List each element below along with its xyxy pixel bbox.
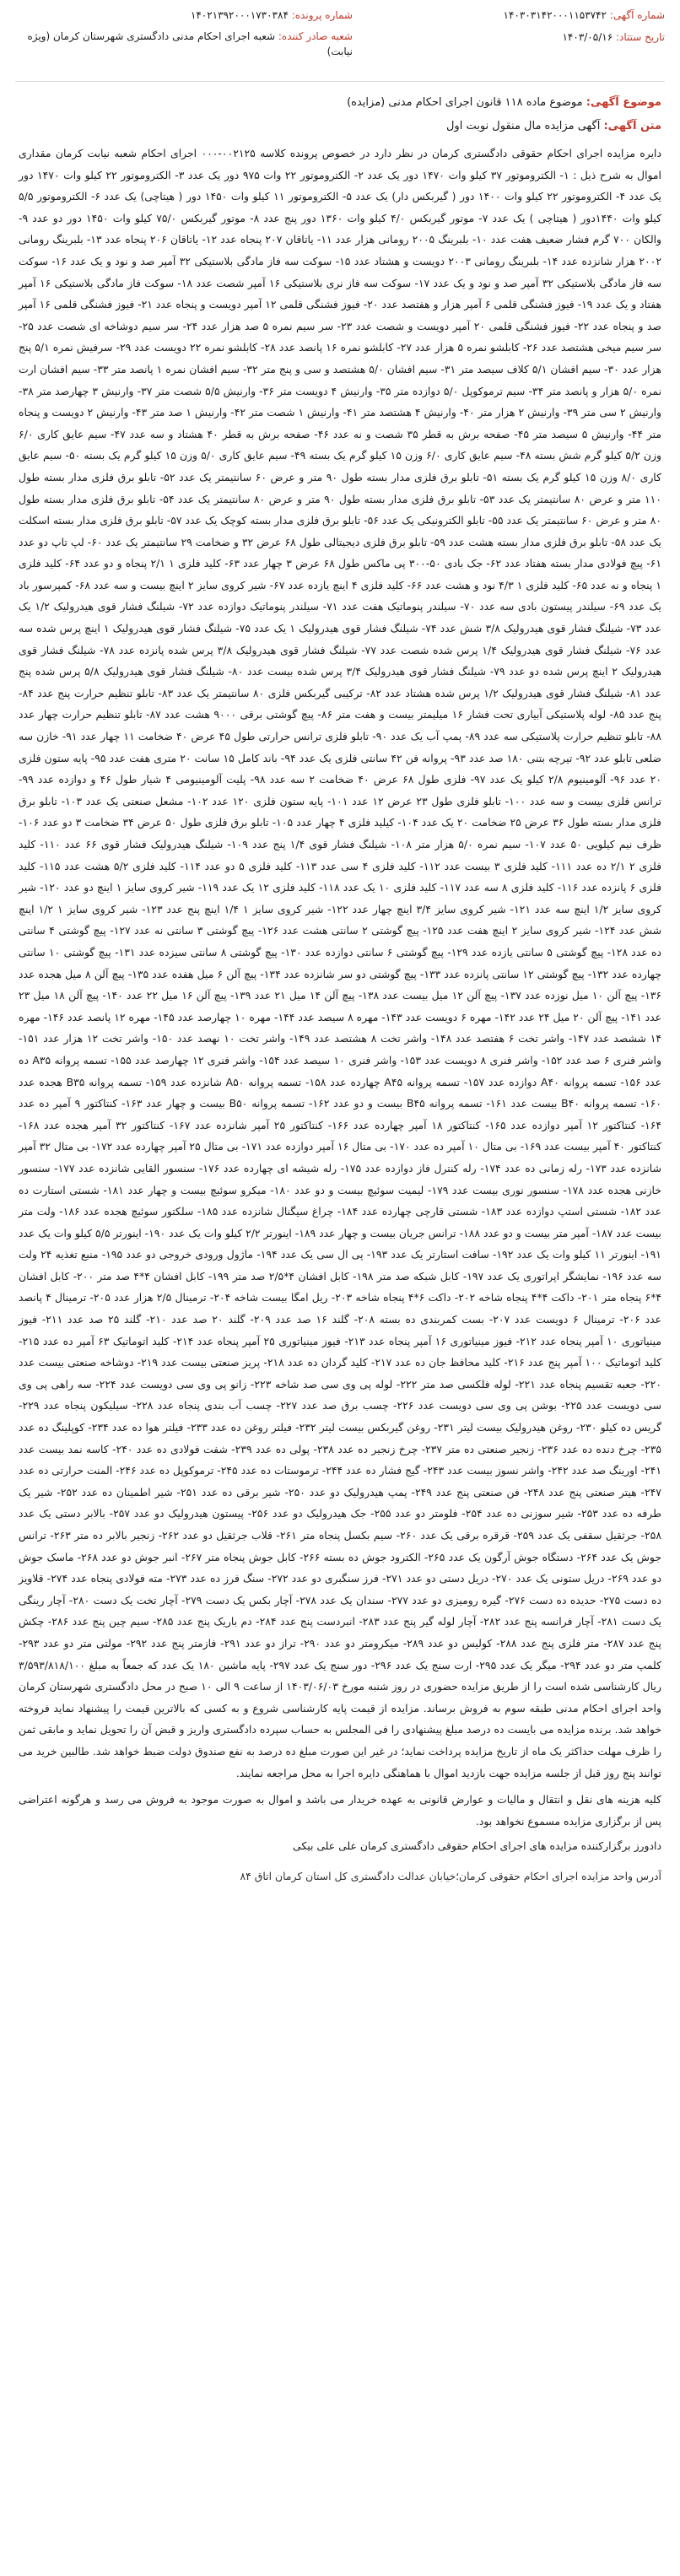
date-value: ۱۴۰۳/۰۵/۱۶: [562, 31, 613, 43]
ad-text-line: [19, 117, 661, 136]
subject-label: موضوع آگهی:: [586, 96, 661, 109]
branch-value: شعبه اجرای احکام مدنی دادگستری شهرستان کرمان (ویژه نیابت): [27, 30, 353, 57]
date-label: تاریخ ستتاد:: [615, 31, 665, 43]
subject-value: موضوع ماده ۱۱۸ قانون اجرای احکام مدنی (مزایده): [347, 96, 583, 109]
case-number-field: [191, 7, 353, 24]
ad-header: [15, 0, 665, 82]
ad-closing: کلیه هزینه های نقل و انتقال و مالیات و عوارض قانونی به عهده خریدار می باشد و اموال به صورت موجود به فروش می رسد و هرگونه اعتراضی پس از برگزاری مزایده مسموع نخواهد بود.: [19, 1793, 661, 1828]
ad-text-value: آگهی مزایده مال منقول نوبت اول: [445, 120, 601, 132]
branch-label: شعبه صادر کننده:: [278, 30, 353, 42]
branch-field: [15, 29, 353, 59]
address: آدرس واحد مزایده اجرای احکام حقوقی کرمان؛خیابان عدالت دادگستری کل استان کرمان اتاق ۸۴: [240, 1869, 661, 1882]
ad-text-label: متن آگهی:: [603, 120, 661, 132]
date-field: [562, 29, 665, 46]
ad-body: دایره مزایده اجرای احکام حقوقی دادگستری کرمان در نظر دارد در خصوص پرونده کلاسه ۰۰۲۱۲۵-۰۰۰ اجرای احکام شعبه نیابت کرمان مقداری اموال به شرح ذیل : ۱- الکتروموتور ۳۷ کیلو وات ۱۴۷۰ دور یک عدد ۲- الکتروموتور ۲۲ وات ۹۷۵ دور یک عدد ۳- الکتروموتور ۲۲ کیلو وات ۱۴۷۰ دور یک عدد ۴- الکتروموتور ۲۲ کیلو وات ۱۴۰۰ دور ( گیربکس دار) یک عدد ۵- الکتروموتور ۱۱ کیلو وات ۱۴۵۰ دور ( هیتاچی) یک عدد ۶- الکتروموتور ۵/۵ کیلو وات ۱۴۴۰دور ( هیتاچی ) یک عدد ۷- موتور گیربکس ۴/۰ کیلو وات ۱۳۶۰ دور پنج عدد ۸- موتور گیربکس ۷۵/۰ کیلو وات ۱۴۵۰ دور دو عدد ۹- والکان ۷۰۰ گرم فشار ضعیف هفت عدد ۱۰- بلبرینگ ۲۰۰۵ رومانی هزار عدد ۱۱- یاتاقان ۲۰۷ پنجاه عدد ۱۲- یاتاقان ۲۰۶ پنجاه عدد ۱۳- بلبرینگ رومانی ۲۰۰۲ هزار شانزده عدد ۱۴- بلبرینگ رومانی ۲۰۰۳ دویست و هشتاد عدد ۱۵- سوکت سه فاز مادگی بلاستیکی ۳۲ آمپر صد و نود و یک عدد ۱۶- سوکت سه فاز مادگی بلاستیکی ۳۲ آمپر صد و نود و یک عدد ۱۷- سوکت سه فاز نری بلاستیکی ۱۶ آمپر شصت عدد ۱۸- سوکت فاز مادگی بلاستیکی ۱۶ آمپر هفتاد و یک عدد ۱۹- فیوز فشنگی قلمی ۶ آمپر هزار و هفتصد عدد ۲۰- فیوز فشنگی قلمی ۱۲ آمپر دویست و پنجاه عدد ۲۱- فیوز فشنگی قلمی ۱۶ آمپر صد و پنجاه عدد ۲۲- فیوز فشنگی قلمی ۲۰ آمپر دویست و شصت عدد ۲۳- سر سیم نمره ۵ صد هزار عدد ۲۴- سر سیم دوشاخه ای شصت عدد ۲۵- سر سیم میخی هشتصد عدد ۲۶- کابلشو نمره ۵ هزار عدد ۲۷- کابلشو نمره ۱۶ پانصد عدد ۲۸- کابلشو نمره ۲۲ دویست عدد ۲۹- سرفیش نمره ۵/۱ پنج هزار عدد ۳۰- سیم افشان ۵/۱ کلاف سیصد متر ۳۱- سیم افشان ۵/۰ هشتصد و سی و پنج متر ۳۲- سیم افشان نمره ۱ پانصد متر ۳۳- سیم افشان ارت نمره ۵/۰ هزار و پانصد متر ۳۴- سیم ترموکوپل ۵/۰ دوازده متر ۳۵- وارنیش ۴ دویست متر ۳۶- وارنیش ۵/۵ شصت متر ۳۷- وارنیش ۳ چهارصد متر ۳۸- وارنیش ۲ سی متر ۳۹- وارنیش ۲ هزار متر ۴۰- وارنیش ۴ هشتصد متر ۴۱- وارنیش ۱ شصت متر ۴۲- وارنیش ۱ صد متر ۴۳- وارنیش ۲ دویست و پنجاه متر ۴۴- وارنیش ۵ سیصد متر ۴۵- صفحه برش به قطر ۳۵ شصت و نه عدد ۴۶- صفحه برش به قطر ۴۰ هشتاد و سه عدد ۴۷- سیم عایق کاری ۶/۰ وزن ۵/۲ کیلو گرم شش بسته ۴۸- سیم عایق کاری ۶/۰ وزن ۱۵ کیلو گرم یک بسته ۴۹- سیم عایق کاری ۵/۰ وزن ۱۵ کیلو گرم یک بسته ۵۰- سیم عایق کاری ۸/۰ وزن ۱۵ کیلو گرم یک بسته ۵۱- تابلو برق فلزی مدار بسته طول ۹۰ متر و عرض ۶۰ سانتیمتر یک عدد ۵۲- تابلو برق فلزی مدار بسته طول ۱۱۰ متر و عرض ۸۰ سانتیمتر یک عدد ۵۳- تابلو برق فلزی مدار بسته طول ۹۰ متر و عرض ۸۰ سانتیمتر یک عدد ۵۴- تابلو برق فلزی مدار بسته طول ۸۰ متر و عرض ۶۰ سانتیمتر یک عدد ۵۵- تابلو الکترونیکی یک عدد ۵۶- تابلو برق فلزی مدار بسته کوچک یک عدد ۵۷- تابلو برق فلزی مدار بسته اسکلت یک عدد ۵۸- تابلو برق فلزی مدار بسته هشت عدد ۵۹- تابلو برق فلزی دیجیتالی طول ۶۸ عرض ۳۲ و ضخامت ۲۹ سانتیمتر یک عدد ۶۰- لپ تاپ دو عدد ۶۱- پیچ فولادی مدار بسته هفتاد عدد ۶۲- جک بادی ۵۰-۳۰۰ پی ماکس طول ۶۸ عرض ۳ چهار عدد ۶۳- کلید فلزی ۱ ۲/۱ پنجاه و دو عدد ۶۴- کلید فلزی ۱ پنجاه و نه عدد ۶۵- کلید فلزی ۱ ۴/۳ نود و هشت عدد ۶۶- کلید فلزی ۴ اینچ یازده عدد ۶۷- شیر کروی سایز ۲ اینچ بیست و سه عدد ۶۸- کمپرسور باد یک عدد ۶۹- سیلندر پیستون بادی سه عدد ۷۰- سیلندر پنوماتیک هفت عدد ۷۱- سیلندر پنوماتیک دوازده عدد ۷۲- شیلنگ فشار قوی هیدرولیک ۱/۲ یک عدد ۷۳- شیلنگ فشار قوی هیدرولیک ۳/۸ شش عدد ۷۴- شیلنگ فشار قوی هیدرولیک ۱ یک عدد ۷۵- شیلنگ فشار قوی هیدرولیک ۱ اینچ پرس شده سه عدد ۷۶- شیلنگ فشار قوی هیدرولیک ۱/۴ پرس شده شصت عدد ۷۷- شیلنگ فشار قوی هیدرولیک ۳/۸ پرس شده پانزده عدد ۷۸- شیلنگ فشار قوی هیدرولیک ۲ اینچ پرس شده دو عدد ۷۹- شیلنگ فشار قوی هیدرولیک ۳/۴ پرس شده بیست عدد ۸۰- شیلنگ فشار قوی هیدرولیک ۵/۸ پرس شده پنج عدد ۸۱- شیلنگ فشار قوی هیدرولیک ۱/۲ پرس شده هشتاد عدد ۸۲- ترکیبی گیربکس فلزی ۸۰ سانتیمتر یک عدد ۸۳- تابلو تنظیم حرارت پنج عدد ۸۴- پنج عدد ۸۵- لوله پلاستیکی آبیاری تحت فشار ۱۶ میلیمتر بیست و هفت متر ۸۶- پیچ گوشتی برقی ۹۰۰۰ هشت عدد ۸۷- تابلو تنظیم حرارت چهار عدد ۸۸- تابلو تنظیم حرارت پلاستیکی سه عدد ۸۹- پمپ آب یک عدد ۹۰- تابلو فلزی ترانس حرارتی طول ۴۵ عرض ۴۰ ضخامت ۱۱ چهار عدد ۹۱- خازن سه ضلعی تابلو عدد ۹۲- تیرچه بتنی ۱۸۰ صد عدد ۹۳- پروانه فن ۴۲ سانتی فلزی یک عدد ۹۴- باند کامل ۱۵ سانت ۲۰ متری هفت عدد ۹۵- پایه ستون فلزی ۲۰ عدد ۹۶- آلومینیوم ۲/۸ کیلو یک عدد ۹۷- فلزی طول ۶۸ عرض ۴۰ ضخامت ۲ سه عدد ۹۸- پلیت آلومینیومی ۴ شیار طول ۴۶ و دوازده عدد ۹۹- ترانس فلزی بیست و سه عدد ۱۰۰- تابلو فلزی طول ۲۳ عرض ۱۲ عدد ۱۰۱- پایه ستون فلزی ۱۲۰ عدد ۱۰۲- مشعل صنعتی یک عدد ۱۰۳- تابلو برق فلزی مدار بسته طول ۳۶ عرض ۲۵ ضخامت ۲۰ یک عدد ۱۰۴- کیلید فلزی ۴ چهار عدد ۱۰۵- تابلو برق فلزی طول ۵۰ عرض ۳۴ ضخامت ۳ دو عدد ۱۰۶- ظرف نیم کیلویی ۵۰ عدد ۱۰۷- سیم نمره ۵/۰ هزار متر ۱۰۸- شیلنگ فشار قوی ۱/۴ پنج عدد ۱۰۹- شیلنگ هیدرولیک فشار قوی ۶۶ عدد ۱۱۰- کلید فلزی ۲ ۲/۱ ده عدد ۱۱۱- کلید فلزی ۳ بیست عدد ۱۱۲- کلید فلزی ۴ سی عدد ۱۱۳- کلید فلزی ۵ دو عدد ۱۱۴- کلید فلزی ۵/۲ هشت عدد ۱۱۵- کلید فلزی ۶ پانزده عدد ۱۱۶- کلید فلزی ۸ سه عدد ۱۱۷- کلید فلزی ۱۰ یک عدد ۱۱۸- کلید فلزی ۱۲ یک عدد ۱۱۹- شیر کروی سایز ۱ اینچ دو عدد ۱۲۰- شیر کروی سایز ۱/۲ اینچ سه عدد ۱۲۱- شیر کروی سایز ۳/۴ اینچ چهار عدد ۱۲۲- شیر کروی سایز ۱ ۱/۴ اینچ پنج عدد ۱۲۳- شیر کروی سایز ۱ ۱/۲ اینچ شش عدد ۱۲۴- شیر کروی سایز ۲ اینچ هفت عدد ۱۲۵- پیچ گوشتی ۲ سانتی هشت عدد ۱۲۶- پیچ گوشتی ۳ سانتی نه عدد ۱۲۷- پیچ گوشتی ۴ سانتی ده عدد ۱۲۸- پیچ گوشتی ۵ سانتی یازده عدد ۱۲۹- پیچ گوشتی ۶ سانتی دوازده عدد ۱۳۰- پیچ گوشتی ۸ سانتی سیزده عدد ۱۳۱- پیچ گوشتی ۱۰ سانتی چهارده عدد ۱۳۲- پیچ گوشتی ۱۲ سانتی پانزده عدد ۱۳۳- پیچ گوشتی دو سر شانزده عدد ۱۳۴- پیچ آلن ۶ میل هفده عدد ۱۳۵- پیچ آلن ۸ میل هجده عدد ۱۳۶- پیچ آلن ۱۰ میل نوزده عدد ۱۳۷- پیچ آلن ۱۲ میل بیست عدد ۱۳۸- پیچ آلن ۱۴ میل ۲۱ عدد ۱۳۹- پیچ آلن ۱۶ میل ۲۲ عدد ۱۴۰- پیچ آلن ۱۸ میل ۲۳ عدد ۱۴۱- پیچ آلن ۲۰ میل ۲۴ عدد ۱۴۲- مهره ۶ دویست عدد ۱۴۳- مهره ۸ سیصد عدد ۱۴۴- مهره ۱۰ چهارصد عدد ۱۴۵- مهره ۱۲ پانصد عدد ۱۴۶- مهره ۱۴ ششصد عدد ۱۴۷- واشر تخت ۶ هفتصد عدد ۱۴۸- واشر تخت ۸ هشتصد عدد ۱۴۹- واشر تخت ۱۰ نهصد عدد ۱۵۰- واشر تخت ۱۲ هزار عدد ۱۵۱- واشر فنری ۶ صد عدد ۱۵۲- واشر فنری ۸ دویست عدد ۱۵۳- واشر فنری ۱۰ سیصد عدد ۱۵۴- واشر فنری ۱۲ چهارصد عدد ۱۵۵- تسمه پروانه A۳۵ ده عدد ۱۵۶- تسمه پروانه A۴۰ دوازده عدد ۱۵۷- تسمه پروانه A۴۵ چهارده عدد ۱۵۸- تسمه پروانه A۵۰ شانزده عدد ۱۵۹- تسمه پروانه B۳۵ هجده عدد ۱۶۰- تسمه پروانه B۴۰ بیست عدد ۱۶۱- تسمه پروانه B۴۵ بیست و دو عدد ۱۶۲- تسمه پروانه B۵۰ بیست و چهار عدد ۱۶۳- کنتاکتور ۹ آمپر ده عدد ۱۶۴- کنتاکتور ۱۲ آمپر دوازده عدد ۱۶۵- کنتاکتور ۱۸ آمپر چهارده عدد ۱۶۶- کنتاکتور ۲۵ آمپر شانزده عدد ۱۶۷- کنتاکتور ۳۲ آمپر هجده عدد ۱۶۸- کنتاکتور ۴۰ آمپر بیست عدد ۱۶۹- بی متال ۱۰ آمپر ده عدد ۱۷۰- بی متال ۱۶ آمپر دوازده عدد ۱۷۱- بی متال ۲۵ آمپر چهارده عدد ۱۷۲- بی متال ۳۲ آمپر شانزده عدد ۱۷۳- رله زمانی ده عدد ۱۷۴- رله کنترل فاز دوازده عدد ۱۷۵- رله شیشه ای چهارده عدد ۱۷۶- سنسور القایی شانزده عدد ۱۷۷- سنسور خازنی هجده عدد ۱۷۸- سنسور نوری بیست عدد ۱۷۹- لیمیت سوئیچ بیست و دو عدد ۱۸۰- میکرو سوئیچ بیست و چهار عدد ۱۸۱- شستی استارت ده عدد ۱۸۲- شستی استپ دوازده عدد ۱۸۳- شستی قارچی چهارده عدد ۱۸۴- چراغ سیگنال شانزده عدد ۱۸۵- سلکتور سوئیچ هجده عدد ۱۸۶- ولت متر بیست عدد ۱۸۷- آمپر متر بیست و دو عدد ۱۸۸- ترانس جریان بیست و چهار عدد ۱۸۹- اینورتر ۲/۲ کیلو وات یک عدد ۱۹۰- اینورتر ۵/۵ کیلو وات یک عدد ۱۹۱- اینورتر ۱۱ کیلو وات یک عدد ۱۹۲- سافت استارتر یک عدد ۱۹۳- پی ال سی یک عدد ۱۹۴- ماژول ورودی خروجی دو عدد ۱۹۵- منبع تغذیه ۲۴ ولت سه عدد ۱۹۶- نمایشگر اپراتوری یک عدد ۱۹۷- کابل شبکه صد متر ۱۹۸- کابل افشان ۴*۲/۵ صد متر ۱۹۹- کابل افشان ۴*۴ صد متر ۲۰۰- کابل افشان ۴*۶ پنجاه متر ۲۰۱- داکت ۴*۴ پنجاه شاخه ۲۰۲- داکت ۶*۴ پنجاه شاخه ۲۰۳- ریل امگا بیست شاخه ۲۰۴- ترمینال ۲/۵ هزار عدد ۲۰۵- ترمینال ۴ پانصد عدد ۲۰۶- ترمینال ۶ دویست عدد ۲۰۷- بست کمربندی ده بسته ۲۰۸- گلند ۱۶ صد عدد ۲۰۹- گلند ۲۰ صد عدد ۲۱۰- گلند ۲۵ صد عدد ۲۱۱- فیوز مینیاتوری ۱۰ آمپر پنجاه عدد ۲۱۲- فیوز مینیاتوری ۱۶ آمپر پنجاه عدد ۲۱۳- فیوز مینیاتوری ۲۵ آمپر پنجاه عدد ۲۱۴- کلید اتوماتیک ۶۳ آمپر ده عدد ۲۱۵- کلید اتوماتیک ۱۰۰ آمپر پنج عدد ۲۱۶- کلید محافظ جان ده عدد ۲۱۷- کلید گردان ده عدد ۲۱۸- پریز صنعتی بیست عدد ۲۱۹- دوشاخه صنعتی بیست عدد ۲۲۰- جعبه تقسیم پنجاه عدد ۲۲۱- لوله فلکسی صد متر ۲۲۲- لوله پی وی سی صد شاخه ۲۲۳- زانو پی وی سی دویست عدد ۲۲۴- سه راهی پی وی سی دویست عدد ۲۲۵- بوشن پی وی سی دویست عدد ۲۲۶- چسب برق صد عدد ۲۲۷- چسب آب بندی پنجاه عدد ۲۲۸- سیلیکون پنجاه عدد ۲۲۹- گریس ده کیلو ۲۳۰- روغن هیدرولیک بیست لیتر ۲۳۱- روغن گیربکس بیست لیتر ۲۳۲- فیلتر روغن ده عدد ۲۳۳- فیلتر هوا ده عدد ۲۳۴- کوپلینگ ده عدد ۲۳۵- چرخ دنده ده عدد ۲۳۶- زنجیر صنعتی ده متر ۲۳۷- چرخ زنجیر ده عدد ۲۳۸- پولی ده عدد ۲۳۹- شفت فولادی ده عدد ۲۴۰- کاسه نمد بیست عدد ۲۴۱- اورینگ صد عدد ۲۴۲- واشر نسوز بیست عدد ۲۴۳- گیج فشار ده عدد ۲۴۴- ترموستات ده عدد ۲۴۵- ترموکوپل ده عدد ۲۴۶- المنت حرارتی ده عدد ۲۴۷- هیتر صنعتی پنج عدد ۲۴۸- فن صنعتی پنج عدد ۲۴۹- پمپ هیدرولیک دو عدد ۲۵۰- شیر برقی ده عدد ۲۵۱- شیر اطمینان ده عدد ۲۵۲- شیر یک طرفه ده عدد ۲۵۳- شیر سوزنی ده عدد ۲۵۴- فلومتر دو عدد ۲۵۵- جک هیدرولیک دو عدد ۲۵۶- پیستون هیدرولیک دو عدد ۲۵۷- بالابر دستی یک عدد ۲۵۸- جرثقیل سقفی یک عدد ۲۵۹- قرقره برقی یک عدد ۲۶۰- سیم بکسل پنجاه متر ۲۶۱- قلاب جرثقیل دو عدد ۲۶۲- زنجیر بالابر ده متر ۲۶۳- ترانس جوش یک عدد ۲۶۴- دستگاه جوش آرگون یک عدد ۲۶۵- الکترود جوش ده بسته ۲۶۶- کابل جوش پنجاه متر ۲۶۷- انبر جوش دو عدد ۲۶۸- ماسک جوش دو عدد ۲۶۹- دریل ستونی یک عدد ۲۷۰- دریل دستی دو عدد ۲۷۱- فرز سنگبری دو عدد ۲۷۲- سنگ فرز ده عدد ۲۷۳- مته فولادی پنجاه عدد ۲۷۴- قلاویز ده دست ۲۷۵- حدیده ده دست ۲۷۶- گیره رومیزی دو عدد ۲۷۷- سندان یک عدد ۲۷۸- آچار بکس یک دست ۲۷۹- آچار تخت یک دست ۲۸۰- آچار رینگی یک دست ۲۸۱- آچار فرانسه پنج عدد ۲۸۲- آچار لوله گیر پنج عدد ۲۸۳- انبردست پنج عدد ۲۸۴- دم باریک پنج عدد ۲۸۵- سیم چین پنج عدد ۲۸۶- چکش پنج عدد ۲۸۷- متر فلزی پنج عدد ۲۸۸- کولیس دو عدد ۲۸۹- میکرومتر دو عدد ۲۹۰- تراز دو عدد ۲۹۱- فازمتر پنج عدد ۲۹۲- مولتی متر دو عدد ۲۹۳- کلمپ متر دو عدد ۲۹۴- میگر یک عدد ۲۹۵- ارت سنج یک عدد ۲۹۶- دور سنج یک عدد ۲۹۷- پایه ماشین ۱۸۰ یک عدد که جمعاً به مبلغ ۳/۵۹۳/۸۱۸/۱۰۰ ریال کارشناسی شده است را از طریق مزایده حضوری در روز شنبه مورخ ۱۴۰۳/۰۶/۰۳ از ساعت ۹ الی ۱۰ صبح در محل دادگستری شهرستان کرمان واحد اجرای احکام مدنی طبقه سوم به فروش برساند. مزایده از قیمت پایه کارشناسی شروع و به کسی که بالاترین قیمت را پیشنهاد نماید فروخته خواهد شد. برنده مزایده می بایست ده درصد مبلغ پیشنهادی را فی المجلس به حساب سپرده دادگستری واریز و قبض آن را تحویل نماید و مابقی ثمن را ظرف مهلت حداکثر یک ماه از تاریخ مزایده پرداخت نماید؛ در غیر این صورت مبلغ ده درصد به نفع صندوق دولت ضبط خواهد شد. طالبین خرید می توانند پنج روز قبل از جلسه مزایده جهت بازدید اموال با هماهنگی دایره اجرا به محل مراجعه نمایند.: [19, 147, 662, 1779]
ad-number-value: ۱۴۰۳۰۳۱۴۲۰۰۰۱۱۵۳۷۴۲: [503, 9, 607, 21]
case-number-value: ۱۴۰۲۱۳۹۲۰۰۰۱۷۳۰۳۸۴: [190, 9, 289, 21]
signature: دادورز برگزارکننده مزایده های اجرای احکام حقوقی دادگستری کرمان علی علی بیکی: [293, 1839, 661, 1853]
case-number-label: شماره پرونده:: [291, 9, 353, 21]
subject-line: [19, 94, 661, 112]
ad-number-field: [504, 7, 665, 24]
ad-number-label: شماره آگهی:: [609, 9, 665, 21]
